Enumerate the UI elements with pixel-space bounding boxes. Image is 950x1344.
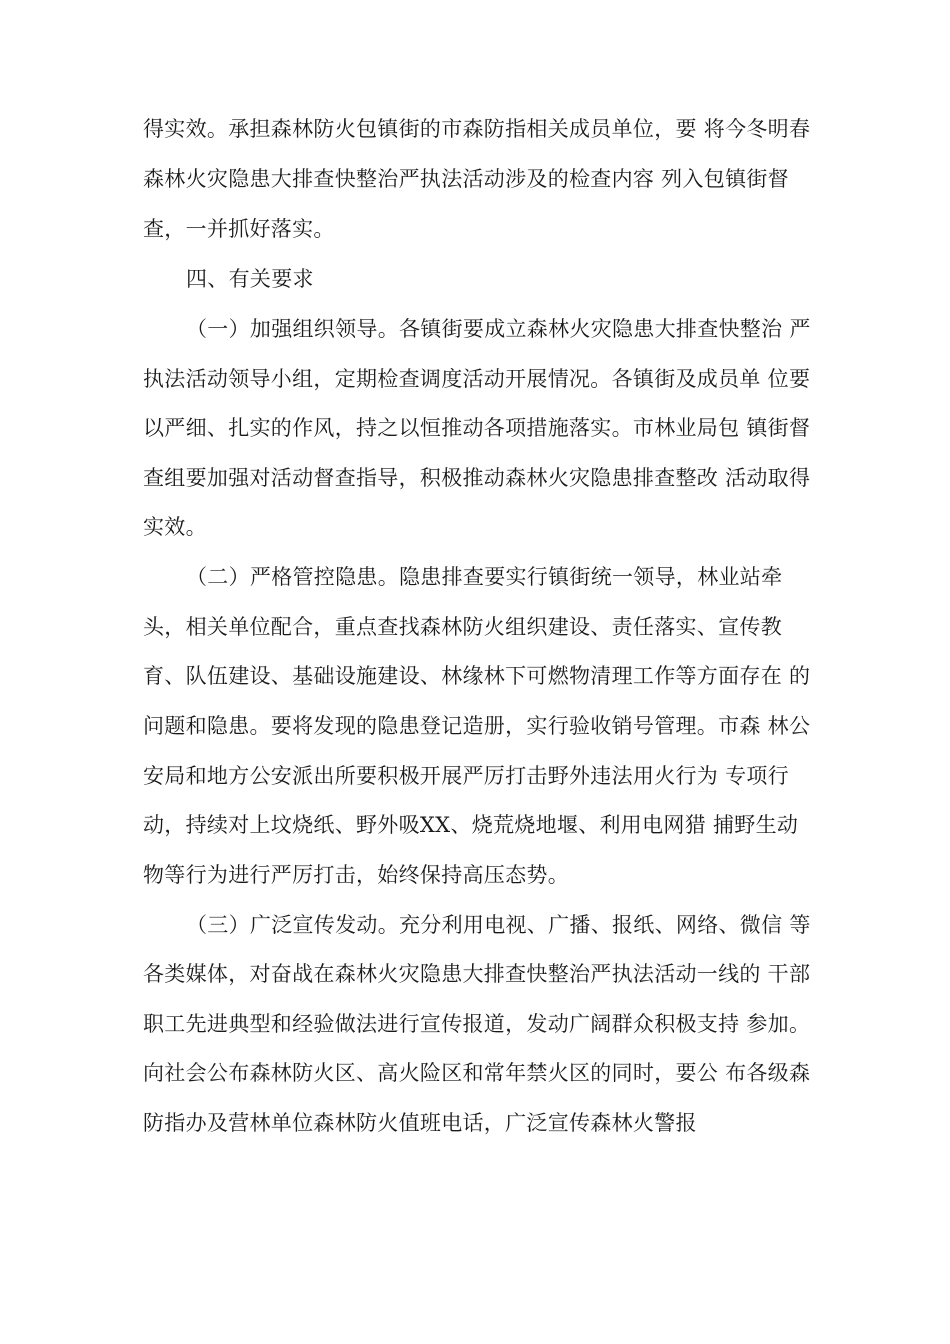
paragraph-line: 以严细、扎实的作风，持之以恒推动各项措施落实。市林业局包 镇街督	[143, 416, 811, 440]
paragraph-line: （一）加强组织领导。各镇街要成立森林火灾隐患大排查快整治 严	[186, 317, 811, 341]
paragraph-line: 查，一并抓好落实。	[143, 217, 335, 241]
paragraph-line: 防指办及营林单位森林防火值班电话，广泛宣传森林火警报	[143, 1111, 697, 1135]
paragraph-line: （二）严格管控隐患。隐患排查要实行镇街统一领导，林业站牵	[186, 565, 783, 589]
paragraph-line: 育、队伍建设、基础设施建设、林缘林下可燃物清理工作等方面存在 的	[143, 664, 811, 688]
paragraph-line: （三）广泛宣传发动。充分利用电视、广播、报纸、网络、微信 等	[186, 913, 811, 937]
paragraph-line: 安局和地方公安派出所要积极开展严厉打击野外违法用火行为 专项行	[143, 764, 789, 788]
paragraph-line: 森林火灾隐患大排查快整治严执法活动涉及的检查内容 列入包镇街督	[143, 167, 789, 191]
paragraph-line: 问题和隐患。要将发现的隐患登记造册，实行验收销号管理。市森 林公	[143, 714, 811, 738]
paragraph-line: 物等行为进行严厉打击，始终保持高压态势。	[143, 863, 569, 887]
paragraph-line: 得实效。承担森林防火包镇街的市森防指相关成员单位，要 将今冬明春	[143, 117, 811, 141]
paragraph-line: 执法活动领导小组，定期检查调度活动开展情况。各镇街及成员单 位要	[143, 367, 811, 391]
paragraph-line: 实效。	[143, 515, 207, 539]
section-heading: 四、有关要求	[186, 267, 314, 291]
paragraph-line: 查组要加强对活动督查指导，积极推动森林火灾隐患排查整改 活动取得	[143, 466, 811, 490]
paragraph-line: 职工先进典型和经验做法进行宣传报道，发动广阔群众积极支持 参加。	[143, 1012, 811, 1036]
paragraph-line: 向社会公布森林防火区、高火险区和常年禁火区的同时，要公 布各级森	[143, 1061, 811, 1085]
paragraph-line: 各类媒体，对奋战在森林火灾隐患大排查快整治严执法活动一线的 干部	[143, 962, 811, 986]
paragraph-line: 动，持续对上坟烧纸、野外吸XX、烧荒烧地堰、利用电网猎 捕野生动	[143, 813, 799, 837]
paragraph-line: 头，相关单位配合，重点查找森林防火组织建设、责任落实、宣传教	[143, 615, 782, 639]
